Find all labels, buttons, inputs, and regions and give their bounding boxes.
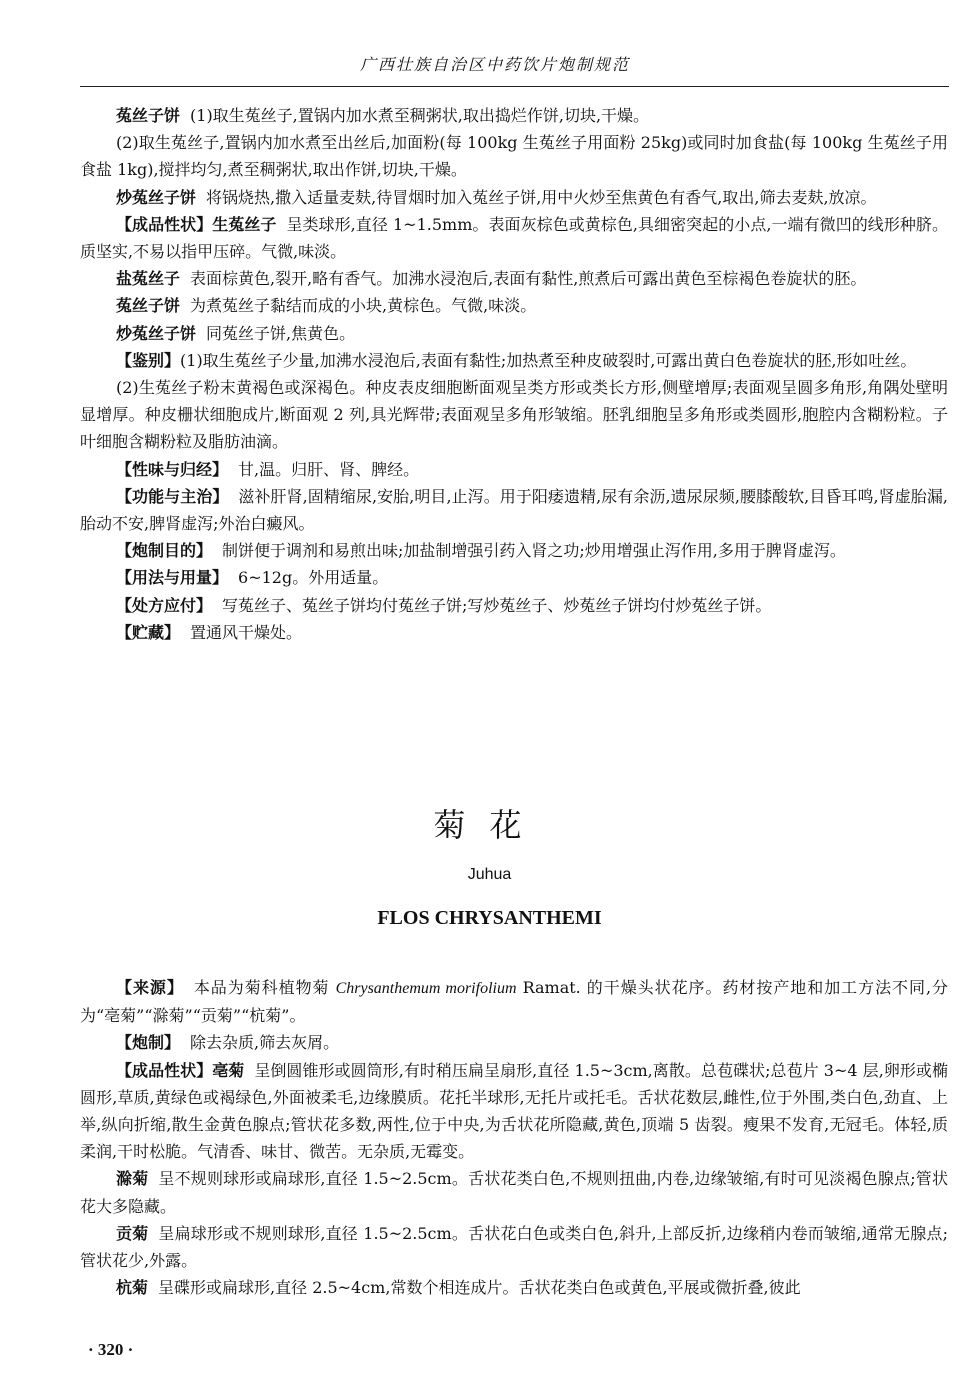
paragraph [80,537,948,564]
paragraph [80,1220,948,1274]
paragraph [80,1029,948,1056]
paragraph [80,592,948,619]
section-heading: 【成品性状】 [116,1060,213,1080]
section-tusizi [80,102,948,646]
paragraph [80,129,948,183]
term-heading: 菟丝子饼 [116,296,181,316]
paragraph [80,974,948,1029]
section-heading: 【功能与主治】 [116,486,229,506]
paragraph [80,211,948,265]
paragraph-text: 将锅烧热,撒入适量麦麸,待冒烟时加入菟丝子饼,用中火炒至焦黄色有香气,取出,筛去麦麸,放凉。 [206,187,877,207]
paragraph-text: 写菟丝子、菟丝子饼均付菟丝子饼;写炒菟丝子、炒菟丝子饼均付炒菟丝子饼。 [222,595,772,615]
paragraph [80,320,948,347]
paragraph-text: 置通风干燥处。 [190,622,303,642]
term-heading: 生菟丝子 [212,214,277,234]
paragraph-text: 呈倒圆锥形或圆筒形,有时稍压扁呈扇形,直径 1.5~3cm,离散。总苞碟状;总苞片 3~4 层,卵形或椭圆形,草质,黄绿色或褐绿色,外面被柔毛,边缘膜质。花托半球形,无托片或托毛。舌状花数层,雌性,位于外围,类白色,劲直、上举,纵向折缩,散生金黄色腺点;管状花多数,两性,位于中央,为舌状花所隐藏,黄色,顶端 5 齿裂。瘦果不发育,无冠毛。体轻,质柔润,干时松脆。气清香、味甘、微苦。无杂质,无霉变。 [80,1060,948,1162]
section-heading: 【炮制目的】 [116,541,213,561]
term-heading: 亳菊 [212,1060,245,1080]
term-heading: 菟丝子饼 [116,106,181,125]
section-heading: 【性味与归经】 [116,459,229,479]
paragraph [80,1057,948,1166]
paragraph-text: 除去杂质,筛去灰屑。 [190,1033,340,1053]
paragraph [80,184,948,211]
paragraph-text: 呈不规则球形或扁球形,直径 1.5~2.5cm。舌状花类白色,不规则扭曲,内卷,边缘皱缩,有时可见淡褐色腺点;管状花大多隐藏。 [80,1169,948,1216]
term-heading: 炒菟丝子饼 [116,323,197,343]
paragraph-text: 表面棕黄色,裂开,略有香气。加沸水浸泡后,表面有黏性,煎煮后可露出黄色至棕褐色卷旋状的胚。 [190,269,867,289]
header-rule [80,86,949,87]
section-heading: 【用法与用量】 [116,568,229,588]
paragraph-text: (2)取生菟丝子,置锅内加水煮至出丝后,加面粉(每 100kg 生菟丝子用面粉 25kg)或同时加食盐(每 100kg 生菟丝子用食盐 1kg),搅拌均匀,煮至稠粥状,取出作饼,切块,干燥。 [80,133,948,180]
paragraph-text: (2)生菟丝子粉末黄褐色或深褐色。种皮表皮细胞断面观呈类方形或类长方形,侧壁增厚;表面观呈圆多角形,角隅处壁明显增厚。种皮栅状细胞成片,断面观 2 列,具光辉带;表面观呈多角形皱缩。胚乳细胞呈多角形或类圆形,胞腔内含糊粉粒。子叶细胞含糊粉粒及脂肪油滴。 [80,378,948,452]
term-heading: 炒菟丝子饼 [116,187,197,207]
paragraph-text: 本品为菊科植物菊 [193,978,330,997]
paragraph [80,483,948,537]
paragraph [80,374,948,456]
paragraph-text: (1)取生菟丝子,置锅内加水煮至稠粥状,取出捣烂作饼,切块,干燥。 [190,106,650,125]
term-heading: 杭菊 [116,1278,149,1298]
section-juhua [80,974,948,1301]
paragraph-text: 为煮菟丝子黏结而成的小块,黄棕色。气微,味淡。 [190,296,537,316]
paragraph-text: 呈扁球形或不规则球形,直径 1.5~2.5cm。舌状花白色或类白色,斜升,上部反折,边缘稍内卷而皱缩,通常无腺点;管状花少,外露。 [80,1223,948,1271]
paragraph [80,347,948,374]
term-heading: 贡菊 [116,1223,149,1243]
page-number: · 320 · [88,1340,134,1359]
section-heading: 【处方应付】 [116,595,213,615]
paragraph-text: 同菟丝子饼,焦黄色。 [206,323,356,343]
paragraph-text: 制饼便于调剂和易煎出味;加盐制增强引药入肾之功;炒用增强止泻作用,多用于脾肾虚泻。 [222,541,846,561]
paragraph-text: 滋补肝肾,固精缩尿,安胎,明目,止泻。用于阳痿遗精,尿有余沥,遗尿尿频,腰膝酸软,目昏耳鸣,肾虚胎漏,胎动不安,脾肾虚泻;外治白癜风。 [80,486,948,534]
paragraph [80,1165,948,1219]
paragraph [80,292,948,319]
section-heading: 【来源】 [116,978,184,997]
paragraph [80,1274,948,1301]
section-heading: 【鉴别】 [116,350,181,370]
paragraph-text: 呈碟形或扁球形,直径 2.5~4cm,常数个相连成片。舌状花类白色或黄色,平展或微折叠,彼此 [158,1278,801,1298]
section-heading: 【炮制】 [116,1033,181,1053]
paragraph [80,619,948,646]
entry-pinyin: Juhua [467,866,512,883]
paragraph-text: Ramat. 的干燥头状花序。药材按产地和加工方法不同,分为“亳菊”“滁菊”“贡菊”“杭菊”。 [80,978,948,1026]
term-heading: 滁菊 [116,1169,149,1189]
paragraph-text: (1)取生菟丝子少量,加沸水浸泡后,表面有黏性;加热煮至种皮破裂时,可露出黄白色卷旋状的胚,形如吐丝。 [180,350,917,370]
entry-latin-name: FLOS CHRYSANTHEMI [377,907,602,929]
section-heading: 【贮藏】 [116,622,181,642]
paragraph [80,456,948,483]
section-heading: 【成品性状】 [116,214,213,234]
paragraph-text: 呈类球形,直径 1~1.5mm。表面灰棕色或黄棕色,具细密突起的小点,一端有微凹的线形种脐。质坚实,不易以指甲压碎。气微,味淡。 [80,214,948,262]
scientific-name: Chrysanthemum morifolium [335,980,517,997]
paragraph [80,102,948,129]
entry-title: 菊花 [433,806,546,844]
running-header: 广西壮族自治区中药饮片炮制规范 [360,55,631,74]
paragraph-text: 甘,温。归肝、肾、脾经。 [238,459,420,479]
paragraph-text: 6~12g。外用适量。 [238,568,389,588]
paragraph [80,265,948,292]
paragraph [80,564,948,591]
term-heading: 盐菟丝子 [116,269,181,289]
